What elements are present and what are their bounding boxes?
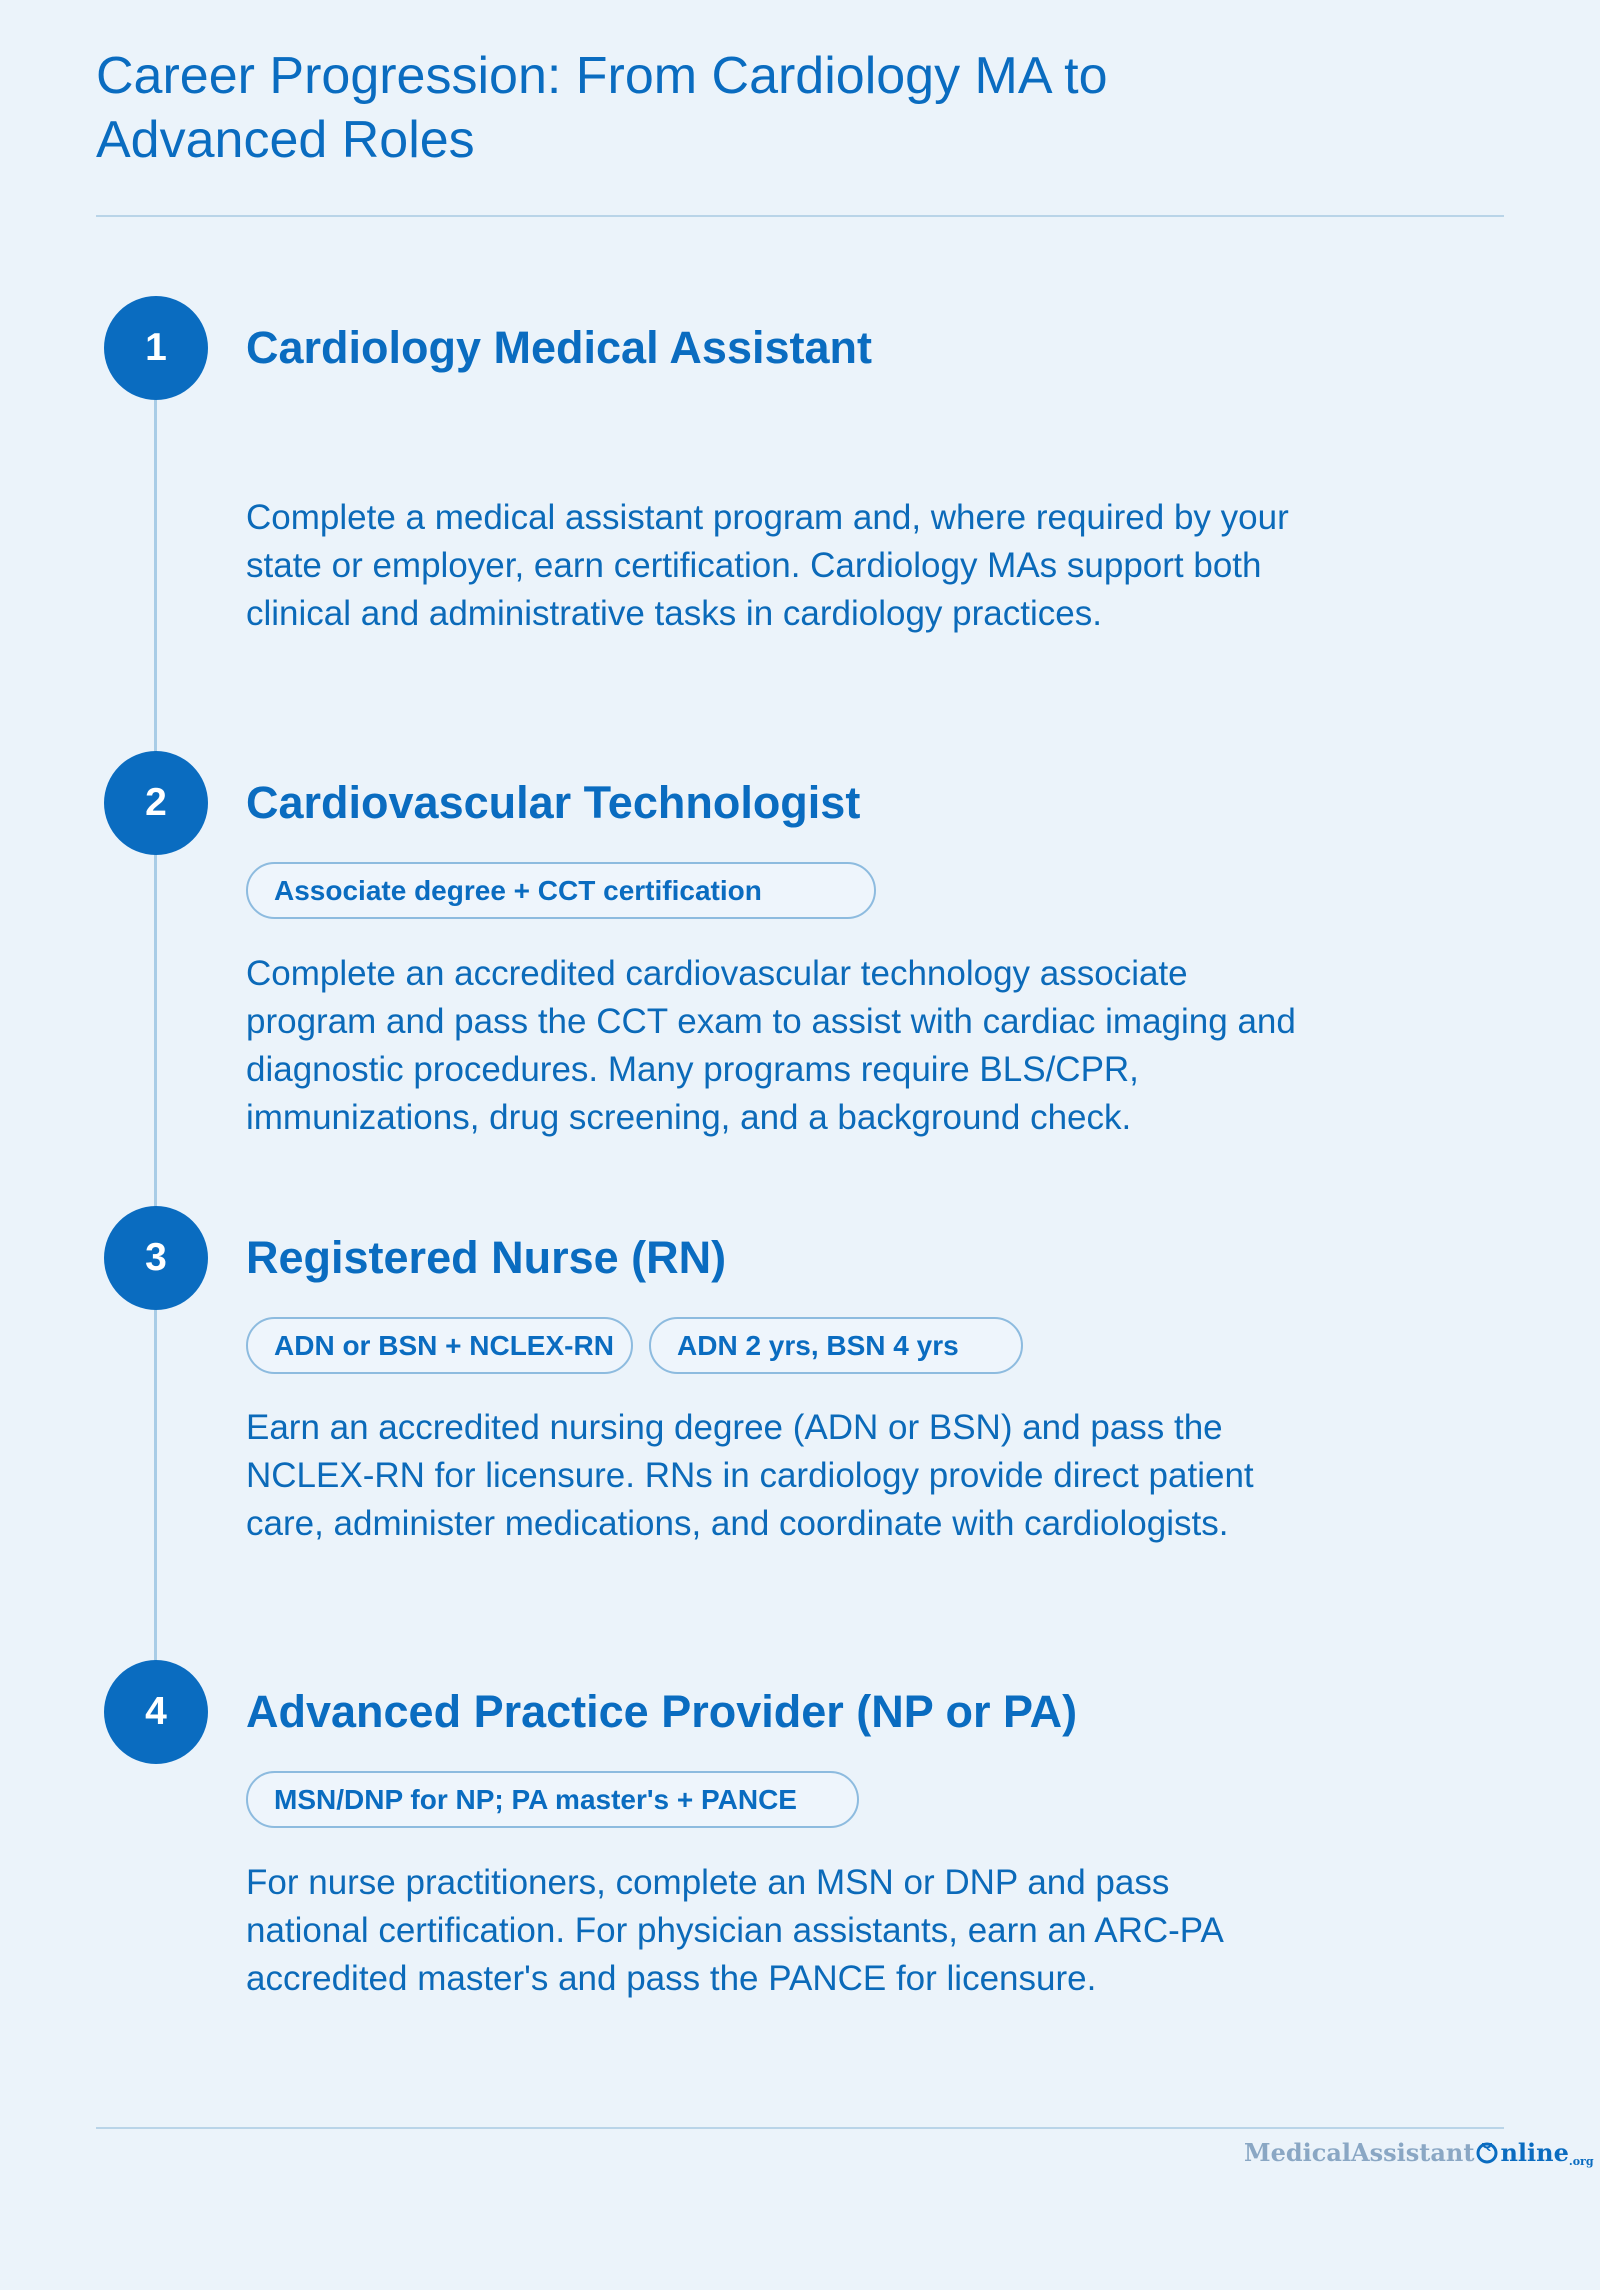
page-title: Career Progression: From Cardiology MA to Advanced Roles (96, 47, 1108, 169)
step-description: For nurse practitioners, complete an MSN or DNP and pass national certification. For physician assistants, earn an ARC-PA accredited master's and pass the PANCE for licensure. (246, 1863, 1222, 1998)
step-number-badge: 2 (104, 751, 208, 855)
requirement-badge: ADN 2 yrs, BSN 4 yrs (649, 1317, 1023, 1374)
step-title: Registered Nurse (RN) (246, 1232, 727, 1283)
logo-text-primary: MedicalAssistant (1244, 2137, 1475, 2167)
requirement-badges (246, 862, 876, 919)
logo-suffix: .org (1568, 2155, 1594, 2168)
step-description: Earn an accredited nursing degree (ADN or BSN) and pass the NCLEX-RN for licensure. RNs in cardiology provide direct patient care, administer medications, and coordinate with cardiologists. (246, 1408, 1254, 1543)
site-logo (1244, 2128, 1594, 2176)
top-divider (96, 215, 1504, 217)
step-description: Complete a medical assistant program and, where required by your state or employer, earn certification. Cardiology MAs support both clinical and administrative tasks in cardiology practices. (246, 498, 1289, 633)
requirement-badge: MSN/DNP for NP; PA master's + PANCE (246, 1771, 859, 1828)
step-description: Complete an accredited cardiovascular technology associate program and pass the CCT exam to assist with cardiac imaging and diagnostic procedures. Many programs require BLS/CPR, immunizations, drug screening, and a background check. (246, 954, 1296, 1137)
logo-text-secondary: nline (1500, 2137, 1569, 2167)
career-step-1 (0, 296, 1600, 696)
step-title: Advanced Practice Provider (NP or PA) (246, 1686, 1078, 1737)
requirement-badge: ADN or BSN + NCLEX-RN (246, 1317, 633, 1374)
step-number-badge: 4 (104, 1660, 208, 1764)
requirement-badge: Associate degree + CCT certification (246, 862, 876, 919)
step-title: Cardiovascular Technologist (246, 777, 861, 828)
step-number-badge: 1 (104, 296, 208, 400)
career-step-4 (0, 1660, 1600, 2060)
stethoscope-o-icon (1474, 2139, 1500, 2165)
step-number-badge: 3 (104, 1206, 208, 1310)
career-step-2 (0, 751, 1600, 1191)
step-title: Cardiology Medical Assistant (246, 322, 872, 373)
requirement-badges (246, 1317, 1023, 1374)
career-step-3 (0, 1206, 1600, 1606)
requirement-badges (246, 1771, 859, 1828)
